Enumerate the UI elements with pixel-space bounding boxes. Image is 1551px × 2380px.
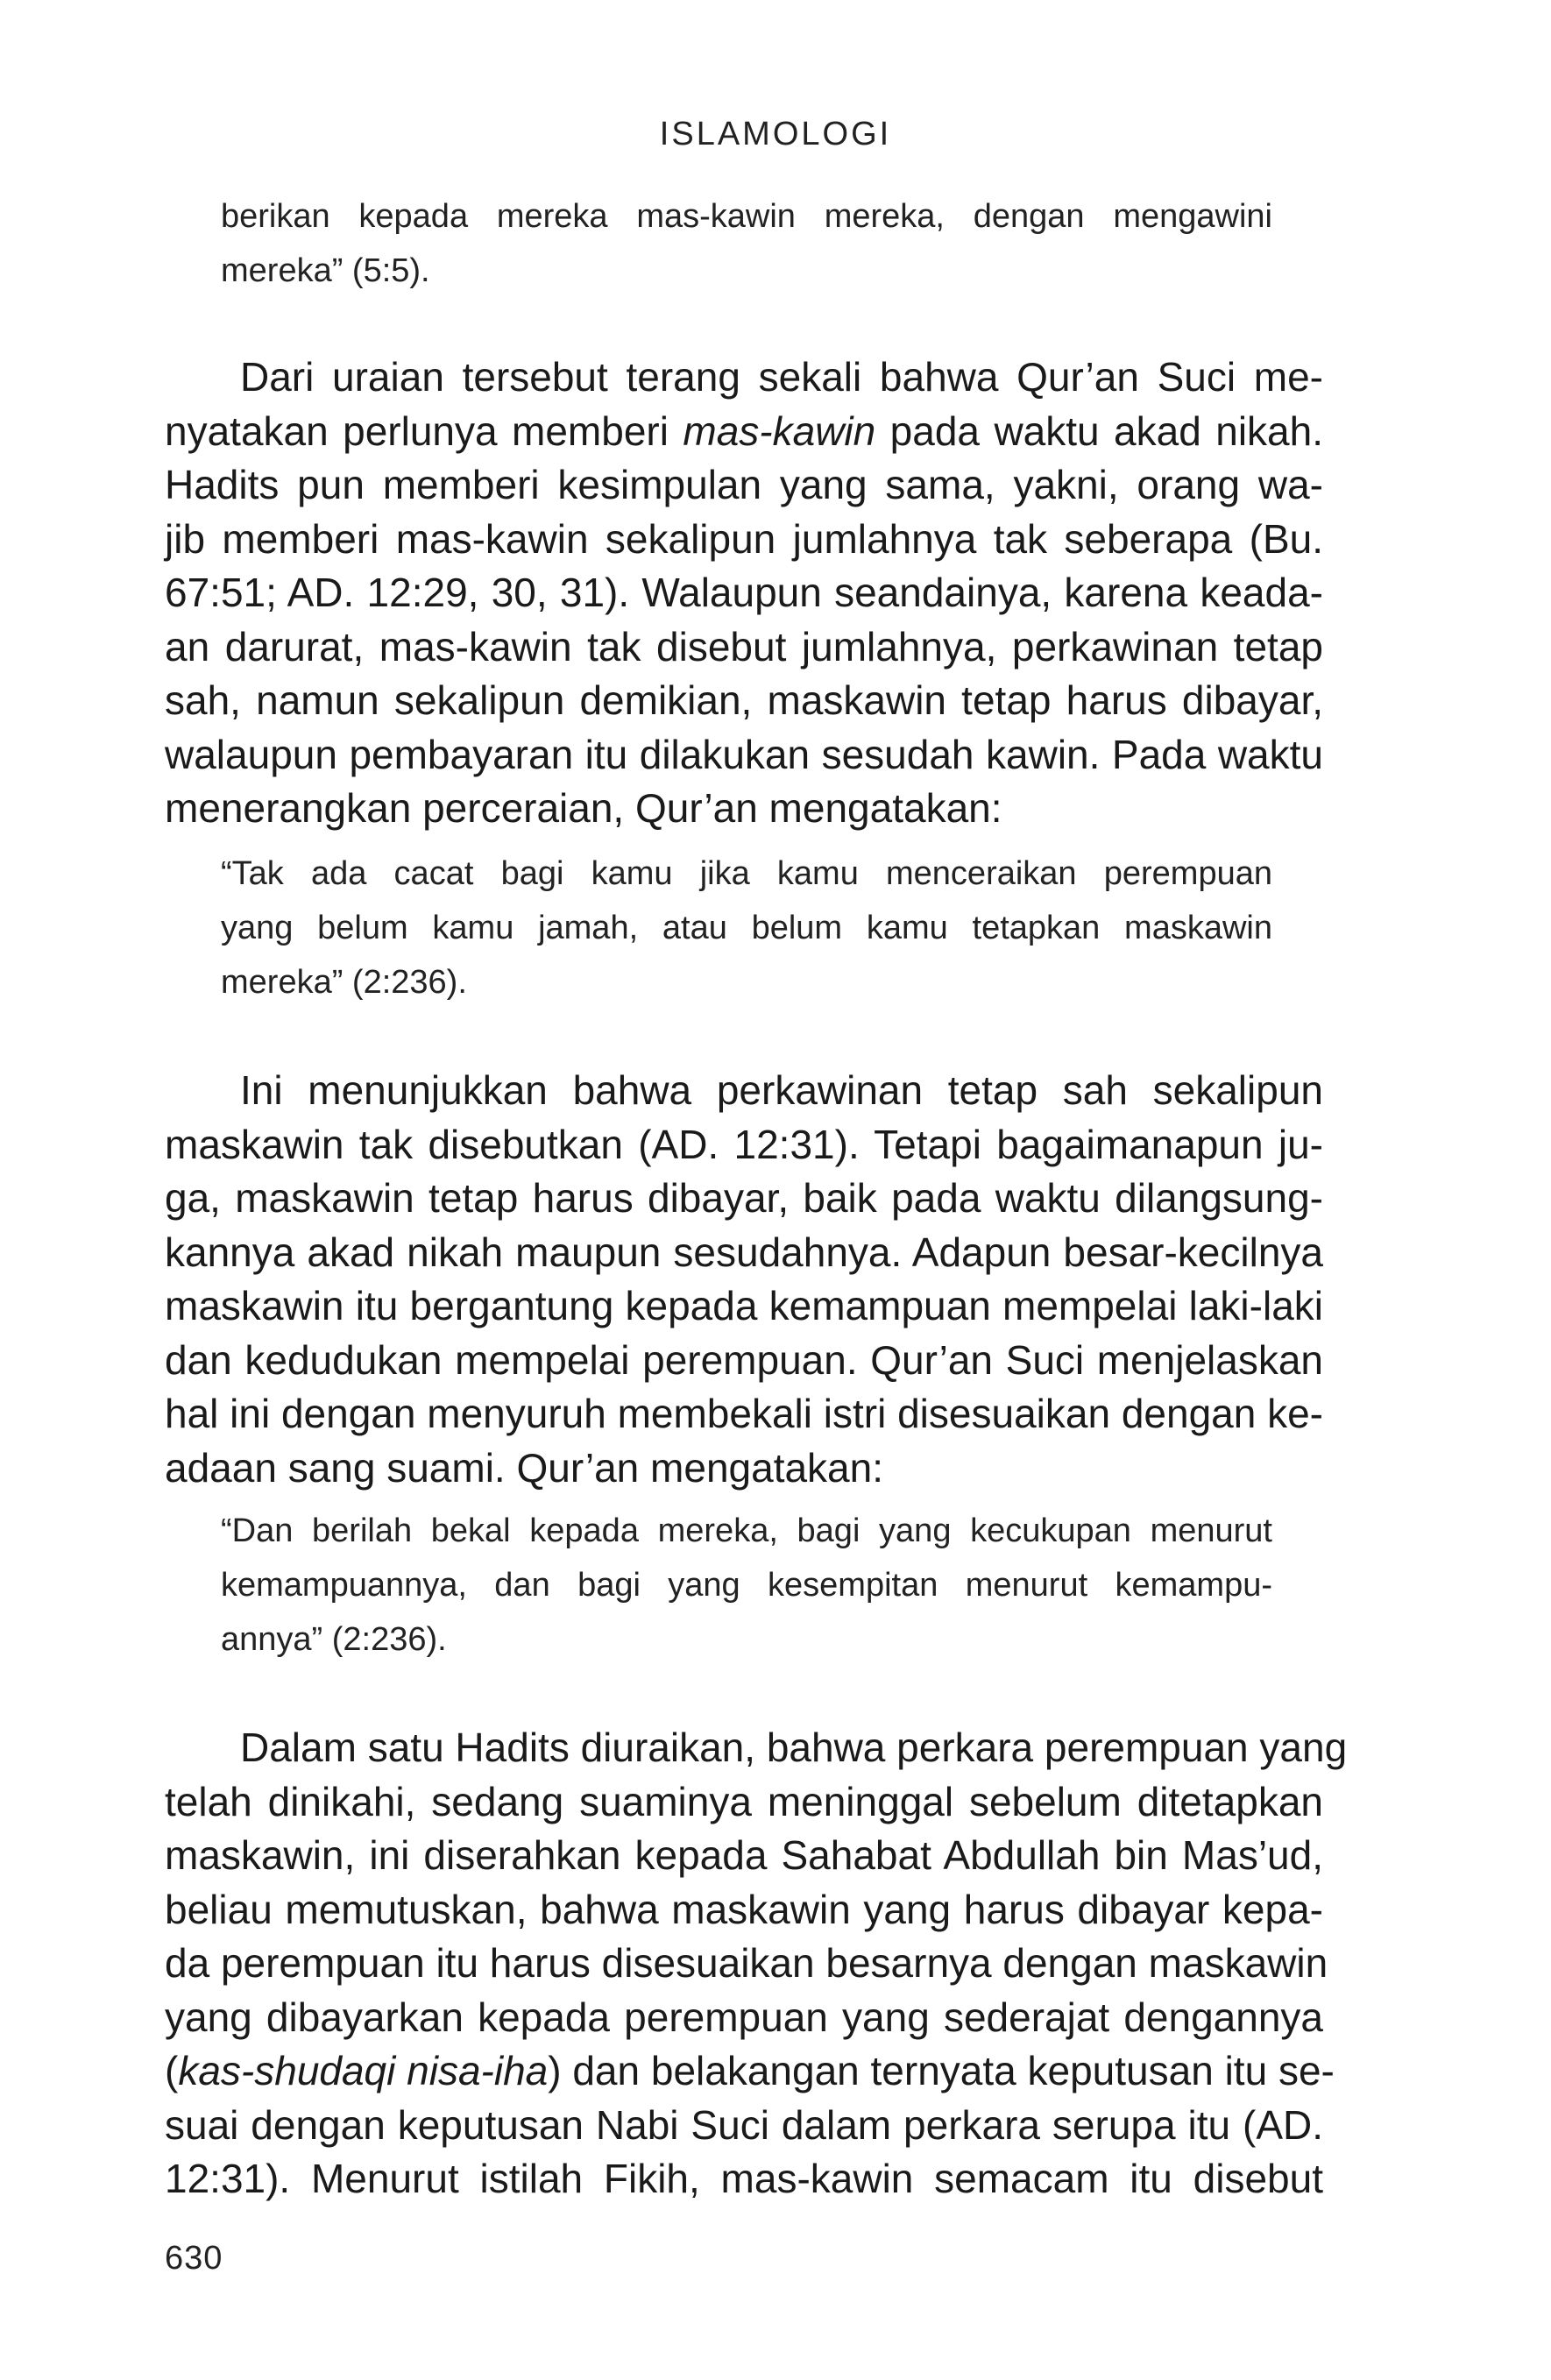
quote-line: mereka” (2:236).	[221, 964, 467, 1001]
quote-line: berikan kepada mereka mas-kawin mereka, dengan mengawini	[221, 198, 1272, 235]
paragraph-line: kannya akad nikah maupun sesudahnya. Adapun besar-kecilnya	[165, 1229, 1323, 1275]
paragraph-line: Hadits pun memberi kesimpulan yang sama, yakni, orang wa-	[165, 462, 1323, 507]
text-run: pada waktu akad nikah.	[875, 407, 1323, 454]
paragraph-line: Ini menunjukkan bahwa perkawinan tetap sah sekalipun	[240, 1067, 1323, 1113]
quote-line: yang belum kamu jamah, atau belum kamu tetapkan maskawin	[221, 910, 1272, 946]
paragraph-line: 12:31). Menurut istilah Fikih, mas-kawin semacam itu disebut	[165, 2156, 1323, 2201]
paragraph-line: telah dinikahi, sedang suaminya meninggal sebelum ditetapkan	[165, 1778, 1323, 1824]
paragraph-line	[165, 405, 1323, 459]
paragraph-line: da perempuan itu harus disesuaikan besarnya dengan maskawin	[165, 1940, 1328, 1986]
paragraph-line: yang dibayarkan kepada perempuan yang sederajat dengannya	[165, 1994, 1323, 2040]
paragraph-line: beliau memutuskan, bahwa maskawin yang harus dibayar kepa-	[165, 1886, 1323, 1932]
text-run: (	[165, 2048, 179, 2093]
quote-block-3	[221, 1504, 1272, 1667]
paragraph-line: maskawin tak disebutkan (AD. 12:31). Tetapi bagaimanapun ju-	[165, 1121, 1323, 1167]
quote-block-1	[221, 189, 1272, 298]
paragraph-line: maskawin, ini diserahkan kepada Sahabat Abdullah bin Mas’ud,	[165, 1832, 1323, 1878]
paragraph-line: jib memberi mas-kawin sekalipun jumlahnya tak seberapa (Bu.	[165, 515, 1323, 562]
text-run: nyatakan perlunya memberi	[165, 407, 683, 454]
quote-line: annya” (2:236).	[221, 1621, 447, 1658]
page-number: 630	[165, 2240, 223, 2277]
running-header: ISLAMOLOGI	[659, 116, 892, 152]
paragraph-line: dan kedudukan mempelai perempuan. Qur’an Suci menjelaskan	[165, 1336, 1323, 1383]
quote-line: kemampuannya, dan bagi yang kesempitan menurut kemampu-	[221, 1567, 1272, 1604]
paragraph-line: menerangkan perceraian, Qur’an mengatakan:	[165, 785, 1002, 831]
paragraph-line: hal ini dengan menyuruh membekali istri disesuaikan dengan ke-	[165, 1391, 1323, 1436]
paragraph-line: sah, namun sekalipun demikian, maskawin tetap harus dibayar,	[165, 677, 1323, 723]
paragraph-line: maskawin itu bergantung kepada kemampuan mempelai laki-laki	[165, 1283, 1323, 1328]
paragraph-line: Dari uraian tersebut terang sekali bahwa Qur’an Suci me-	[240, 354, 1323, 400]
italic-term: kas-shudaqi nisa-iha	[178, 2048, 549, 2093]
paragraph-line: Dalam satu Hadits diuraikan, bahwa perkara perempuan yang	[240, 1725, 1348, 1770]
paragraph-line: an darurat, mas-kawin tak disebut jumlahnya, perkawinan tetap	[165, 623, 1323, 669]
paragraph-3	[165, 1721, 1348, 2206]
paragraph-1	[165, 351, 1323, 836]
paragraph-line: ga, maskawin tetap harus dibayar, baik pada waktu dilangsung-	[165, 1175, 1323, 1221]
quote-block-2	[221, 846, 1272, 1009]
text-run: ) dan belakangan ternyata keputusan itu se-	[548, 2048, 1335, 2093]
paragraph-line	[165, 2044, 1335, 2099]
paragraph-line: 67:51; AD. 12:29, 30, 31). Walaupun seandainya, karena keada-	[165, 570, 1323, 615]
paragraph-line: walaupun pembayaran itu dilakukan sesudah kawin. Pada waktu	[165, 731, 1323, 777]
quote-line: “Tak ada cacat bagi kamu jika kamu menceraikan perempuan	[221, 855, 1272, 892]
paragraph-line: suai dengan keputusan Nabi Suci dalam perkara serupa itu (AD.	[165, 2101, 1323, 2148]
quote-line: mereka” (5:5).	[221, 252, 430, 289]
italic-term: mas-kawin	[683, 407, 876, 454]
paragraph-2	[165, 1064, 1323, 1495]
quote-line: “Dan berilah bekal kepada mereka, bagi yang kecukupan menurut	[221, 1512, 1272, 1549]
paragraph-line: adaan sang suami. Qur’an mengatakan:	[165, 1444, 884, 1491]
